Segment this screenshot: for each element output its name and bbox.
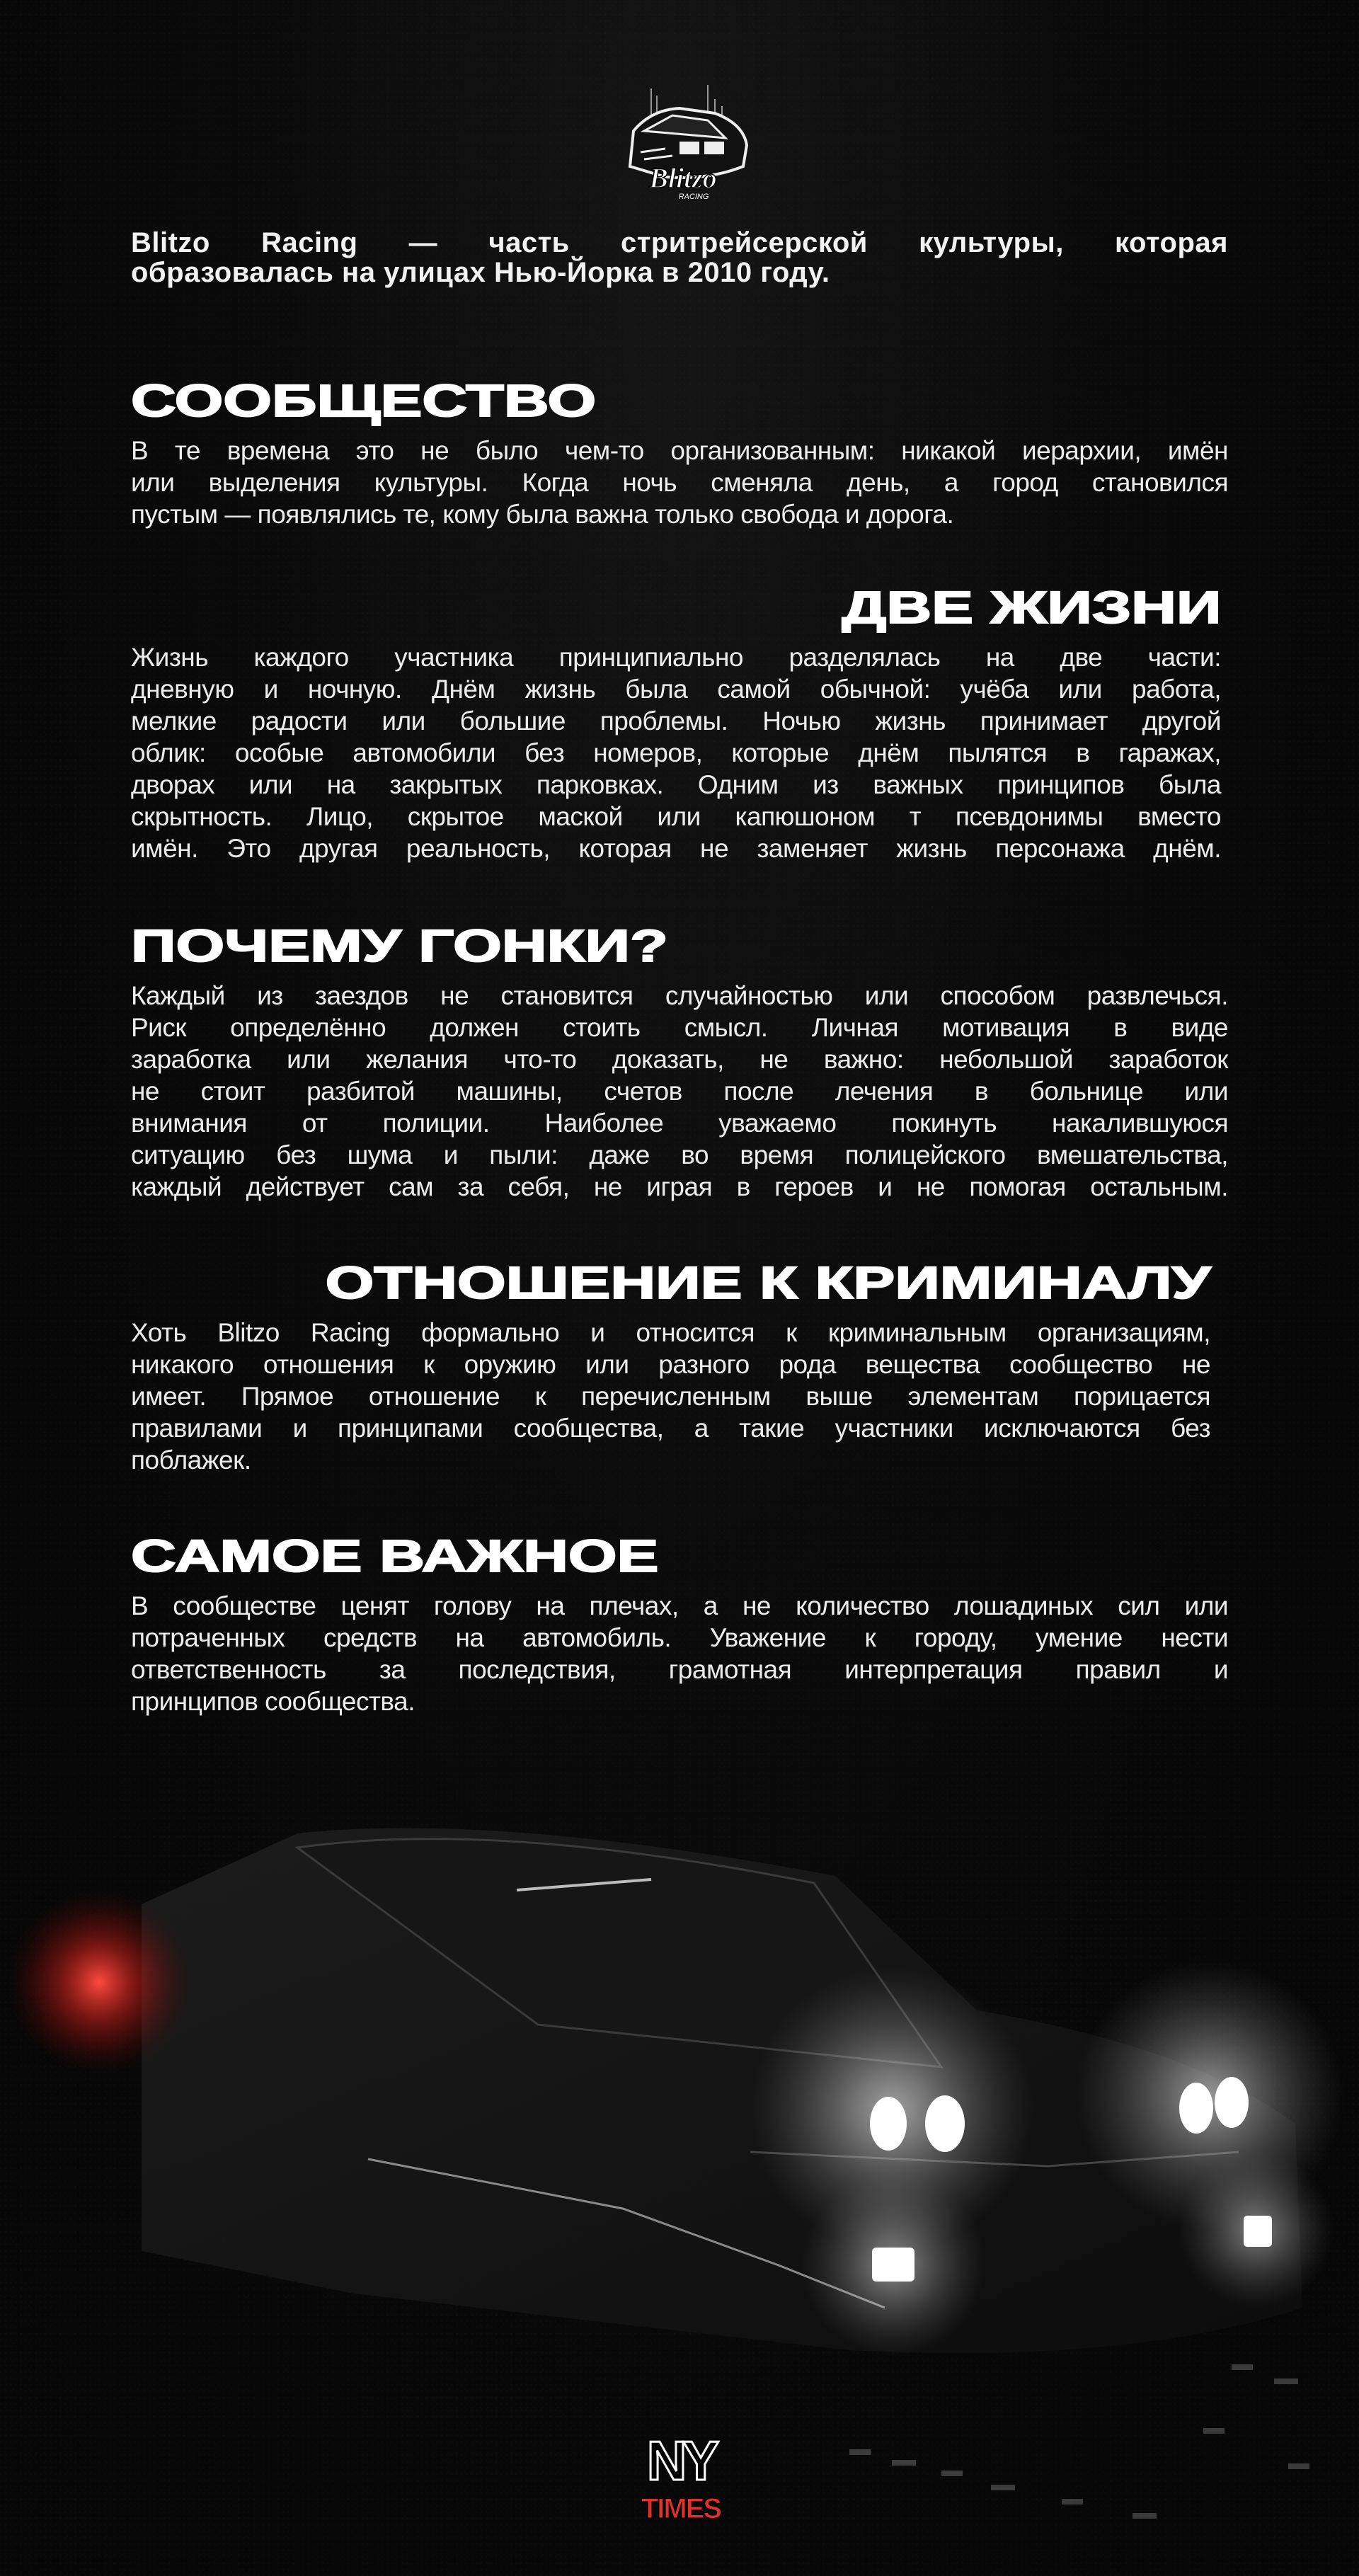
intro-line: образовалась на улицах Нью-Йорка в 2010 году. (131, 257, 830, 288)
ny-logo-bottom: TIMES (641, 2493, 721, 2524)
body-line: дневную и ночную. Днём жизнь была самой обычной: учёба или работа, (131, 675, 1221, 704)
section-heading: ДВЕ ЖИЗНИ (841, 582, 1221, 633)
body-line: ситуацию без шума и пыли: даже во время полицейского вмешательства, (131, 1140, 1228, 1169)
section-two-lives (124, 582, 1221, 864)
body-line: облик: особые автомобили без номеров, которые днём пылятся в гаражах, (131, 738, 1221, 767)
body-line: В сообществе ценят голову на плечах, а не количество лошадиных сил или (131, 1591, 1228, 1620)
body-line: Жизнь каждого участника принципиально разделялась на две части: (131, 643, 1221, 672)
section-heading: САМОЕ ВАЖНОЕ (131, 1530, 659, 1581)
section-heading: ОТНОШЕНИЕ К КРИМИНАЛУ (325, 1257, 1210, 1308)
section-heading: СООБЩЕСТВО (131, 375, 597, 426)
section-why-racing (131, 920, 1228, 1203)
foglight (1244, 2216, 1272, 2247)
body-line: никакого отношения к оружию или разного рода вещества сообщество не (131, 1350, 1210, 1379)
blitzo-racing-logo (602, 81, 764, 202)
headlight (870, 2097, 907, 2151)
logo-wordmark: Blitzo (649, 162, 717, 194)
headlight (1215, 2077, 1249, 2128)
section-community (131, 375, 1228, 530)
headlight (925, 2095, 965, 2152)
ny-times-logo (636, 2432, 726, 2524)
section-crime-attitude (113, 1257, 1210, 1476)
body-line: заработка или желания что-то доказать, не важно: небольшой заработок (131, 1045, 1228, 1074)
body-line: пустым — появлялись те, кому была важна только свобода и дорога. (131, 500, 954, 529)
intro-line: Blitzo Racing — часть стритрейсерской культуры, которая (131, 227, 1228, 258)
body-line: имён. Это другая реальность, которая не заменяет жизнь персонажа днём. (131, 834, 1221, 863)
section-body (131, 1317, 1210, 1476)
red-tail-light (7, 1890, 191, 2074)
body-line: Риск определённо должен стоить смысл. Личная мотивация в виде (131, 1013, 1228, 1042)
intro-paragraph (131, 228, 1228, 287)
body-line: мелкие радости или большие проблемы. Ночью жизнь принимает другой (131, 706, 1221, 735)
section-body (131, 980, 1228, 1203)
body-line: ответственность за последствия, грамотная интерпретация правил и (131, 1655, 1228, 1684)
body-line: не стоит разбитой машины, счетов после лечения в больнице или (131, 1077, 1228, 1106)
body-line: скрытность. Лицо, скрытое маской или капюшоном т псевдонимы вместо (131, 802, 1221, 831)
section-body (131, 641, 1221, 864)
section-body (131, 1590, 1228, 1717)
logo-subtitle: RACING (678, 193, 709, 201)
foglight (872, 2248, 914, 2282)
body-line: дворах или на закрытых парковках. Одним из важных принципов была (131, 770, 1221, 799)
body-line: или выделения культуры. Когда ночь сменяла день, а город становился (131, 468, 1228, 497)
body-line: внимания от полиции. Наиболее уважаемо покинуть накалившуюся (131, 1109, 1228, 1138)
section-most-important (131, 1530, 1228, 1717)
section-heading: ПОЧЕМУ ГОНКИ? (131, 920, 668, 971)
headlight (1179, 2083, 1213, 2134)
body-line: принципов сообщества. (131, 1687, 415, 1716)
body-line: имеет. Прямое отношение к перечисленным выше элементам порицается (131, 1382, 1210, 1411)
body-line: потраченных средств на автомобиль. Уважение к городу, умение нести (131, 1623, 1228, 1652)
body-line: поблажек. (131, 1446, 251, 1475)
body-line: В те времена это не было чем-то организованным: никакой иерархии, имён (131, 436, 1228, 465)
body-line: каждый действует сам за себя, не играя в героев и не помогая остальным. (131, 1172, 1228, 1201)
ny-logo-top: NY (646, 2432, 716, 2492)
section-body (131, 435, 1228, 530)
road-reflections (849, 2364, 1309, 2519)
body-line: правилами и принципами сообщества, а такие участники исключаются без (131, 1414, 1210, 1443)
body-line: Хоть Blitzo Racing формально и относится к криминальным организациям, (131, 1318, 1210, 1347)
body-line: Каждый из заездов не становится случайностью или способом развлечься. (131, 981, 1228, 1010)
